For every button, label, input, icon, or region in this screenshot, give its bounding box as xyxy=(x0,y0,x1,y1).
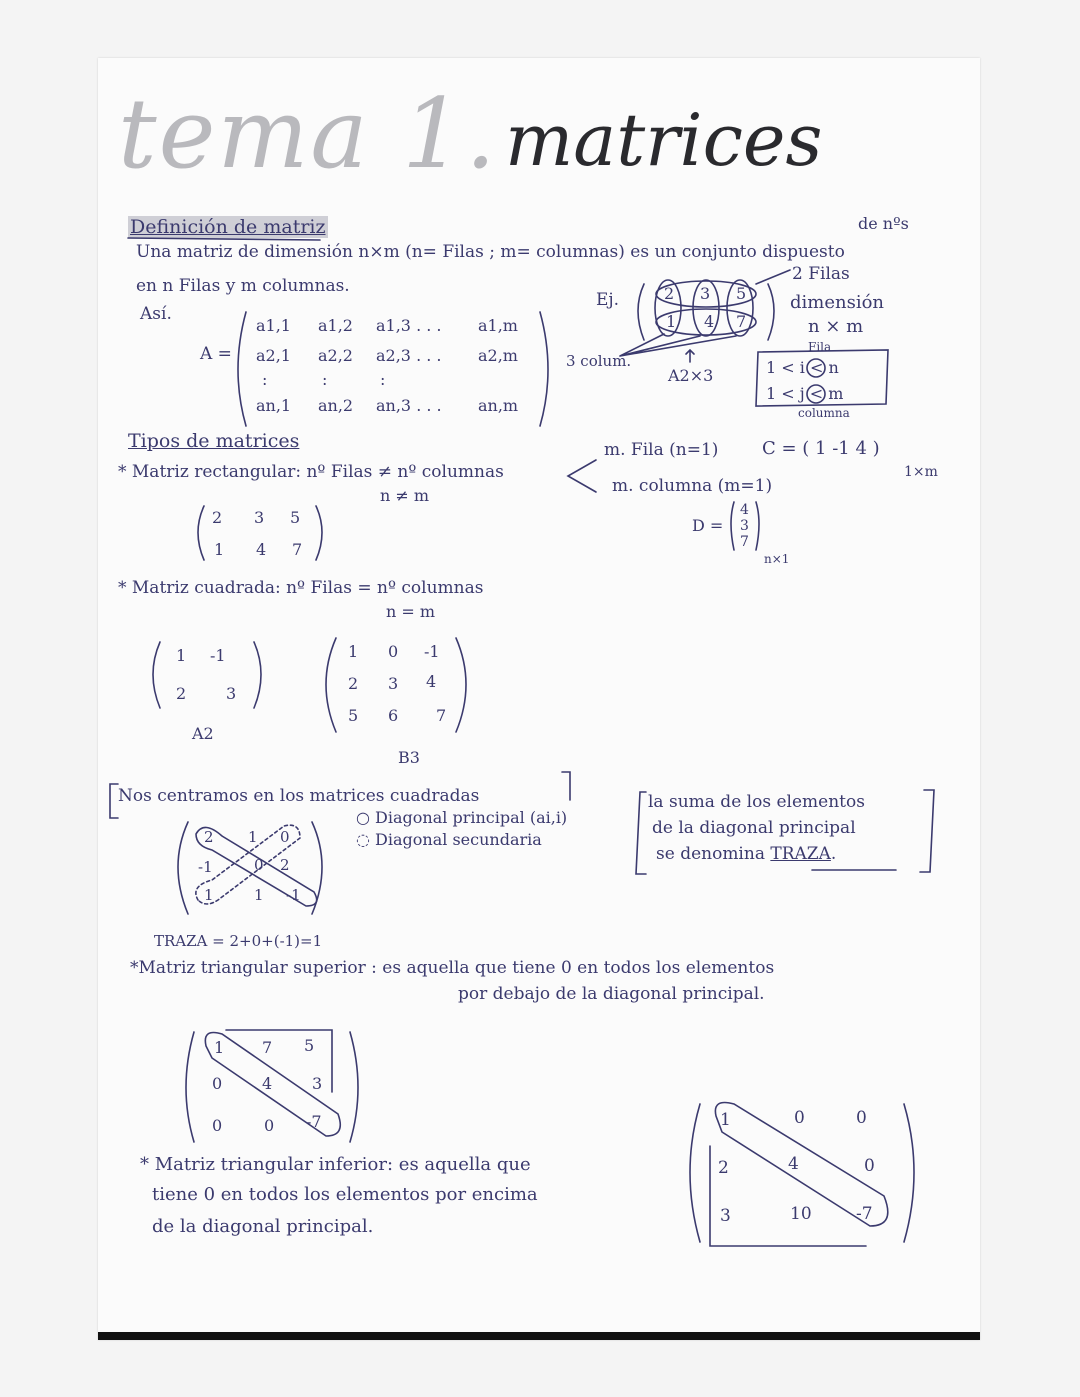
matrix-A-label: A = xyxy=(200,344,232,364)
tri-sup-def-1: *Matriz triangular superior : es aquella que tiene 0 en todos los elementos xyxy=(130,958,775,978)
paren-right xyxy=(254,642,261,708)
bracket-left xyxy=(110,784,118,818)
paren-left xyxy=(326,638,336,732)
dimension-label: dimensión xyxy=(790,292,885,313)
paren-left xyxy=(638,284,644,340)
cell: 7 xyxy=(740,534,749,550)
cell: 0 xyxy=(388,642,399,661)
cell: an,1 xyxy=(256,396,292,415)
up-arrow xyxy=(686,350,694,362)
circle-i xyxy=(807,359,825,377)
paren-right xyxy=(540,312,548,426)
cell: 3 xyxy=(226,684,237,703)
cell: -1 xyxy=(198,858,213,876)
cols-note: 3 colum. xyxy=(566,352,632,370)
paren-right xyxy=(768,284,774,340)
cell: 0 xyxy=(856,1108,867,1128)
cell: a2,3 . . . xyxy=(376,346,442,365)
heading-underline xyxy=(128,238,320,240)
title-tema: tema 1. xyxy=(118,78,498,190)
cell: an,3 . . . xyxy=(376,396,442,415)
cell: 0 xyxy=(254,856,264,874)
cell: 4 xyxy=(704,312,715,331)
paren-left xyxy=(153,642,160,708)
cell: an,m xyxy=(478,396,519,415)
cell: 7 xyxy=(736,312,747,331)
cell: 7 xyxy=(436,706,447,725)
cell: 1 xyxy=(176,646,187,665)
paren-left xyxy=(178,822,188,914)
cell: : xyxy=(262,370,268,389)
cell: 10 xyxy=(790,1204,812,1224)
paren-left xyxy=(198,506,204,560)
paren-left xyxy=(731,502,734,550)
cell: -1 xyxy=(286,886,301,904)
cell: 5 xyxy=(736,284,747,303)
m-columna: m. columna (m=1) xyxy=(612,476,773,496)
cell: 0 xyxy=(280,828,290,846)
cell: 1 xyxy=(204,886,214,904)
diagonal-loop xyxy=(715,1103,887,1227)
cuad-sub: n = m xyxy=(386,602,436,621)
traza-calc: TRAZA = 2+0+(-1)=1 xyxy=(154,932,323,950)
paren-left xyxy=(186,1032,194,1142)
cell: 2 xyxy=(664,284,675,303)
paren-right xyxy=(316,506,322,560)
col-loop xyxy=(693,280,719,336)
cell: a1,m xyxy=(478,316,518,335)
cell: a1,2 xyxy=(318,316,353,335)
traza-note-1: la suma de los elementos xyxy=(648,792,865,812)
m-fila: m. Fila (n=1) xyxy=(604,440,719,460)
heading-tipos: Tipos de matrices xyxy=(128,430,300,452)
cell: 4 xyxy=(788,1154,799,1174)
bracket-right xyxy=(562,772,570,800)
cell: 5 xyxy=(304,1036,315,1055)
bracket-right xyxy=(920,790,934,872)
nxm-label: n × m xyxy=(808,316,864,337)
C-matrix: C = ( 1 -1 4 ) xyxy=(762,438,880,459)
cell: a1,3 . . . xyxy=(376,316,442,335)
traza-note-3: se denomina TRAZA. xyxy=(656,844,837,864)
cell: 0 xyxy=(794,1108,805,1128)
tri-inf-def-2: tiene 0 en todos los elementos por encima xyxy=(152,1184,538,1205)
cell: 1 xyxy=(254,886,264,904)
arrow-line xyxy=(756,270,790,284)
rect-def: * Matriz rectangular: nº Filas ≠ nº columnas xyxy=(118,462,504,482)
inequality-i: 1 < i < n xyxy=(766,358,839,377)
cell: 2 xyxy=(718,1158,729,1178)
cell: a2,m xyxy=(478,346,518,365)
cell: 1 xyxy=(348,642,359,661)
col-loop xyxy=(655,280,681,336)
cell: a1,1 xyxy=(256,316,291,335)
cell: : xyxy=(322,370,328,389)
cell: 7 xyxy=(292,540,303,559)
cell: 2 xyxy=(204,828,214,846)
paren-right xyxy=(456,638,466,732)
paren-left xyxy=(690,1104,700,1242)
cell: 4 xyxy=(262,1074,273,1093)
cell: an,2 xyxy=(318,396,354,415)
cell: 0 xyxy=(212,1074,223,1093)
upper-box xyxy=(226,1030,332,1092)
cell: 3 xyxy=(720,1206,731,1226)
brace-less xyxy=(568,460,596,492)
lower-box xyxy=(710,1146,866,1246)
cell: 3 xyxy=(388,674,399,693)
tri-inf-def-3: de la diagonal principal. xyxy=(152,1216,374,1237)
cell: 1 xyxy=(214,1038,225,1057)
tri-sup-def-2: por debajo de la diagonal principal. xyxy=(458,984,765,1004)
cell: 1 xyxy=(248,828,258,846)
one-x-m: 1×m xyxy=(904,464,938,480)
paren-left xyxy=(238,312,246,426)
columna-label: columna xyxy=(798,406,850,420)
paren-right xyxy=(350,1032,358,1142)
diag-principal: ○ Diagonal principal (ai,i) xyxy=(356,808,568,827)
ej-label: Ej. xyxy=(596,290,620,310)
bracket-note: Nos centramos en los matrices cuadradas xyxy=(118,786,480,806)
traza-note-2: de la diagonal principal xyxy=(652,818,856,838)
inequality-j: 1 < j < m xyxy=(766,384,844,403)
cell: 3 xyxy=(312,1074,323,1093)
cell: 5 xyxy=(348,706,359,725)
cell: 0 xyxy=(264,1116,275,1135)
bracket-left xyxy=(636,792,646,874)
cell: 7 xyxy=(262,1038,273,1057)
cell: 0 xyxy=(864,1156,875,1176)
cell: 5 xyxy=(290,508,301,527)
cell: 4 xyxy=(740,502,749,518)
def-line2: en n Filas y m columnas. xyxy=(136,276,350,296)
diagonal-loop xyxy=(205,1033,340,1137)
inequality-box xyxy=(756,350,888,406)
cell: -1 xyxy=(210,646,226,665)
n-x-1: n×1 xyxy=(764,552,790,566)
cell: 2 xyxy=(212,508,223,527)
def-line1: Una matriz de dimensión n×m (n= Filas ; m= columnas) es un conjunto dispuesto xyxy=(136,242,845,262)
circle-j xyxy=(807,385,825,403)
cell: 2 xyxy=(280,856,290,874)
title-matrices: matrices xyxy=(505,98,823,182)
cell: 0 xyxy=(212,1116,223,1135)
tri-inf-def-1: * Matriz triangular inferior: es aquella que xyxy=(140,1154,531,1175)
cell: 1 xyxy=(666,312,677,331)
filas-note: 2 Filas xyxy=(792,264,850,284)
col-loop xyxy=(727,280,753,336)
cell: : xyxy=(380,370,386,389)
cell: a2,1 xyxy=(256,346,291,365)
row-loop xyxy=(656,309,756,335)
B3-label: B3 xyxy=(398,748,420,767)
secondary-diagonal-loop xyxy=(196,825,300,904)
cell: 2 xyxy=(348,674,359,693)
cell: 2 xyxy=(176,684,187,703)
cell: 4 xyxy=(426,672,437,691)
cell: 3 xyxy=(700,284,711,303)
cell: 3 xyxy=(740,518,749,534)
note-den: de nºs xyxy=(858,214,909,233)
cell: 4 xyxy=(256,540,267,559)
cell: 1 xyxy=(720,1110,731,1130)
cuad-def: * Matriz cuadrada: nº Filas = nº columnas xyxy=(118,578,484,598)
a23-label: A2×3 xyxy=(668,366,714,385)
rect-sub: n ≠ m xyxy=(380,486,430,505)
cell: 1 xyxy=(214,540,225,559)
cell: -7 xyxy=(306,1112,322,1131)
cell: -7 xyxy=(856,1204,873,1224)
cell: -1 xyxy=(424,642,440,661)
row-loop xyxy=(656,281,756,307)
paren-right xyxy=(756,502,759,550)
asi-label: Así. xyxy=(140,304,172,324)
heading-definicion: Definición de matriz xyxy=(130,216,326,238)
cell: 3 xyxy=(254,508,265,527)
diag-secundaria: ◌ Diagonal secundaria xyxy=(356,830,542,849)
cell: a2,2 xyxy=(318,346,353,365)
paren-right xyxy=(904,1104,914,1242)
fila-label: Fila xyxy=(808,340,832,354)
arrow-lines xyxy=(620,334,736,356)
cell: 6 xyxy=(388,706,399,725)
A2-label: A2 xyxy=(192,724,214,743)
D-label: D = xyxy=(692,516,724,535)
